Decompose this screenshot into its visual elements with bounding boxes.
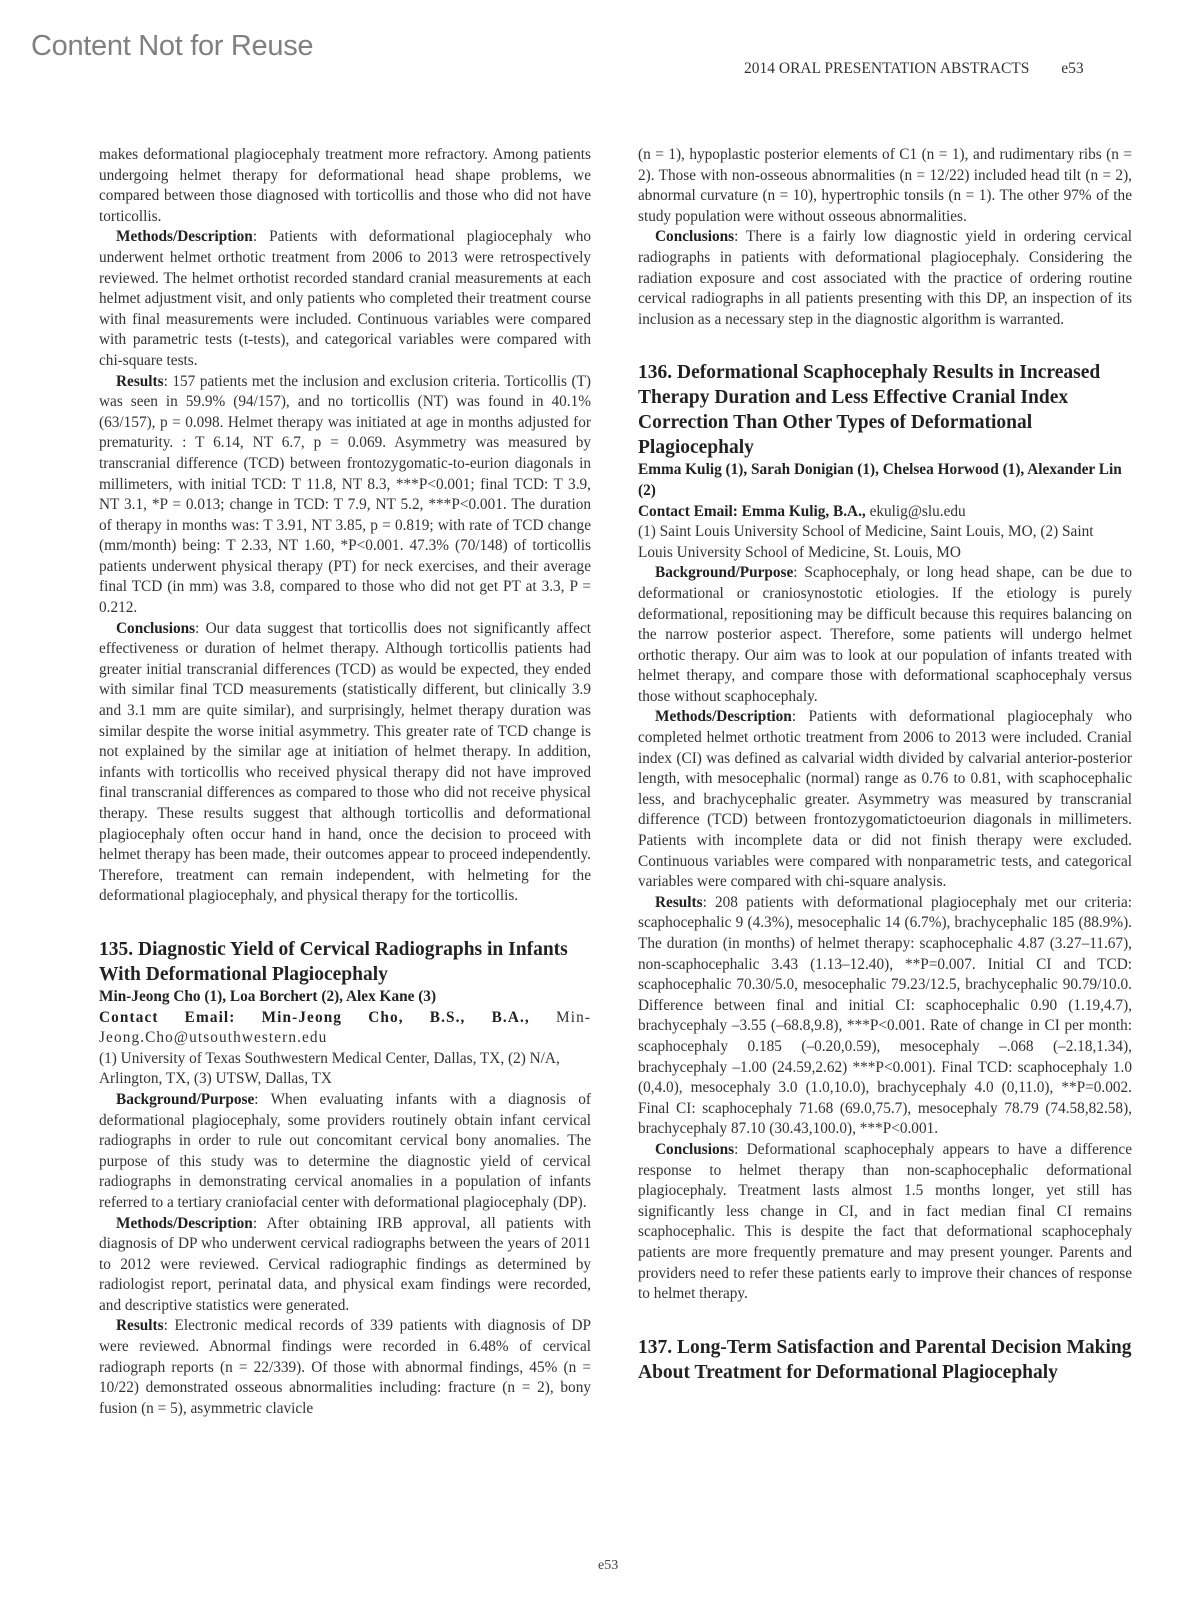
section-text: : Scaphocephaly, or long head shape, can be due to deformational or craniosynostotic etiologies. If the etiology is purely deformational, repositioning may be difficult because this requires balancing on the narrow posterior aspect. Therefore, some patients will undergo helmet orthotic therapy. Our aim was to look at our population of infants treated with helmet therapy, and compare those with deformational scaphocephaly versus those without scaphocephaly.	[638, 564, 1132, 705]
abstract-135-conclusions	[638, 227, 1132, 330]
section-text: : 157 patients met the inclusion and exclusion criteria. Torticollis (T) was seen in 59.9% (94/157), and no torticollis (NT) was found in 40.1% (63/157), p = 0.098. Helmet therapy was initiated at age in months adjusted for prematurity. : T 6.14, NT 6.7, p = 0.069. Asymmetry was measured by transcranial difference (TCD) between frontozygomatic-to-eurion diagonals in millimeters, with initial TCD: T 11.8, NT 8.3, ***P<0.001; final TCD: T 3.9, NT 3.1, *P = 0.013; change in TCD: T 7.9, NT 5.2, ***P<0.001. The duration of therapy in months was: T 3.91, NT 3.85, p = 0.819; with rate of TCD change (mm/month) being: T 2.33, NT 1.60, *P<0.001. 47.3% (70/148) of torticollis patients underwent physical therapy (PT) for neck exercises, and their average final TCD (in mm) was 3.8, compared to those who did not get PT at 3.3, P = 0.212.	[99, 372, 591, 617]
section-label: Conclusions	[655, 228, 735, 246]
journal-section-title: 2014 ORAL PRESENTATION ABSTRACTS	[744, 60, 1030, 77]
abstract-title: 135. Diagnostic Yield of Cervical Radiographs in Infants With Deformational Plagiocephaly	[99, 938, 568, 985]
abstract-135-results	[99, 1316, 591, 1419]
abstract-title: 137. Long-Term Satisfaction and Parental Decision Making About Treatment for Deformational Plagiocephaly	[638, 1336, 1132, 1383]
abstract-authors: Min-Jeong Cho (1), Loa Borchert (2), Alex Kane (3)	[99, 987, 437, 1005]
abstract-134-conclusions	[99, 619, 591, 907]
section-text: : Electronic medical records of 339 patients with diagnosis of DP were reviewed. Abnormal findings were recorded in 6.48% of cervical radiograph reports (n = 22/339). Of those with abnormal findings, 45% (n = 10/22) demonstrated osseous abnormalities including: fracture (n = 2), bony fusion (n = 5), asymmetric clavicle	[99, 1317, 591, 1417]
section-text: : Patients with deformational plagiocephaly who underwent helmet orthotic treatment from 2006 to 2013 were retrospectively reviewed. The helmet orthotist recorded standard cranial measurements at each helmet adjustment visit, and only patients who completed their treatment course with final measurements were included. Continuous variables were compared with parametric tests (t-tests), and categorical variables were compared with chi-square tests.	[99, 228, 591, 369]
abstract-136-results	[638, 893, 1132, 1140]
abstract-134-intro-tail: makes deformational plagiocephaly treatment more refractory. Among patients undergoing helmet therapy for deformational head shape problems, we compared between those diagnosed with torticollis and those who did not have torticollis.	[99, 146, 591, 225]
contact-email	[638, 502, 1132, 523]
section-label: Methods/Description	[116, 1214, 253, 1232]
footer-page-number: e53	[598, 1558, 619, 1573]
section-label: Conclusions	[116, 619, 196, 637]
abstract-136-methods	[638, 707, 1132, 892]
abstract-135-background	[99, 1090, 591, 1214]
section-label: Results	[655, 893, 703, 911]
section-text: : When evaluating infants with a diagnosis of deformational plagiocephaly, some providers routinely obtain infant cervical radiographs in order to rule out concomitant cervical bony anomalies. The purpose of this study was to determine the diagnostic yield of cervical radiographs in demonstrating cervical anomalies in a population of infants referred to a tertiary craniofacial center with deformational plagiocephaly (DP).	[99, 1090, 591, 1211]
abstract-authors: Emma Kulig (1), Sarah Donigian (1), Chelsea Horwood (1), Alexander Lin (2)	[638, 461, 1122, 499]
running-header	[744, 60, 1084, 78]
contact-label: Contact Email: Emma Kulig, B.A.,	[638, 502, 866, 520]
section-text: : Patients with deformational plagiocephaly who completed helmet orthotic treatment from 2006 to 2013 were included. Cranial index (CI) was defined as calvarial width divided by calvarial anterior-posterior length, with mesocephalic (normal) range as 0.76 to 0.81, with scaphocephalic less, and brachycephalic greater. Asymmetry was measured by transcranial difference (TCD) between frontozygomatictoeurion diagonals in millimeters. Patients with incomplete data or did not finish therapy were excluded. Continuous variables were compared with nonparametric tests, and categorical variables were compared with chi-square analysis.	[638, 708, 1132, 891]
email-link[interactable]: ekulig@slu.edu	[865, 502, 966, 520]
section-label: Conclusions	[655, 1140, 735, 1158]
section-label: Methods/Description	[655, 708, 792, 726]
right-column	[638, 145, 1132, 1385]
section-text: : Deformational scaphocephaly appears to have a difference response to helmet therapy than non-scaphocephalic deformational plagiocephaly. Treatment lasts almost 1.5 months longer, yet still has significantly less change in CI, and in fact median final CI remains scaphocephalic. This is despite the fact that deformational scaphocephaly patients are more frequently premature and may present younger. Parents and providers need to refer these patients early to improve their chances of response to helmet therapy.	[638, 1140, 1132, 1303]
abstract-affiliations: (1) University of Texas Southwestern Medical Center, Dallas, TX, (2) N/A, Arlington, TX, (3) UTSW, Dallas, TX	[99, 1049, 560, 1088]
section-text: : 208 patients with deformational plagiocephaly met our criteria: scaphocephalic 9 (4.3%), mesocephalic 14 (6.7%), brachycephalic 185 (88.9%). The duration (in months) of helmet therapy: scaphocephalic 4.87 (3.27–11.67), non-scaphocephalic 3.43 (1.13–12.40), **P=0.007. Initial CI and TCD: scaphocephalic 70.30/5.0, mesocephalic 79.23/12.5, brachycephalic 90.79/10.0. Difference between final and initial CI: scaphocephalic 0.90 (1.19,4.7), brachycephaly –3.55 (–68.8,9.8), ***P<0.001. Rate of change in CI per month: scaphocephaly 0.185 (–0.20,0.59), mesocephaly –.068 (–2.18,1.34), brachycephaly –1.00 (24.59,2.62) ***P<0.001). Final TCD: scaphocephaly 1.0 (0,4.0), mesocephaly 3.0 (1.0,10.0), brachycephaly 4.0 (0,11.0), **P=0.002. Final CI: scaphocephaly 71.68 (69.0,75.7), mesocephaly 78.79 (74.58,82.58), brachycephaly 87.10 (30.43,100.0), ***P<0.001.	[638, 893, 1132, 1138]
abstract-134-methods	[99, 227, 591, 371]
section-label: Background/Purpose	[655, 564, 794, 582]
abstract-135-results-cont: (n = 1), hypoplastic posterior elements of C1 (n = 1), and rudimentary ribs (n = 2). Those with non-osseous abnormalities (n = 12/22) included head tilt (n = 2), abnormal curvature (n = 10), hypertrophic tonsils (n = 1). The other 97% of the study population were without osseous abnormalities.	[638, 146, 1132, 225]
section-label: Results	[116, 372, 164, 390]
abstract-137	[638, 1335, 1132, 1385]
abstract-title: 136. Deformational Scaphocephaly Results in Increased Therapy Duration and Less Effective Cranial Index Correction Than Other Types of Deformational Plagiocephaly	[638, 362, 1101, 459]
email-link[interactable]: Min-Jeong.Cho@utsouthwestern.edu	[99, 1008, 592, 1047]
abstract-134-results	[99, 372, 591, 619]
abstract-136	[638, 360, 1132, 1304]
header-page-number: e53	[1061, 60, 1084, 77]
section-label: Results	[116, 1317, 164, 1335]
abstract-136-background	[638, 563, 1132, 707]
section-text: : Our data suggest that torticollis does not significantly affect effectiveness or duration of helmet therapy. Although torticollis patients had greater initial transcranial differences (TCD) as would be expected, they ended with similar final TCD measurements (statistically different, but clinically 3.9 and 3.1 mm are quite similar), and surprisingly, helmet therapy duration was similar despite the worse initial asymmetry. This greater rate of TCD change is not explained by the similar age at initiation of helmet therapy. In addition, infants with torticollis who received physical therapy did not have improved final transcranial differences as compared to those who did not receive physical therapy. These results suggest that although torticollis and deformational plagiocephaly often occur hand in hand, once the decision to proceed with helmet therapy has been made, their outcomes appear to proceed independently. Therefore, treatment can remain independent, with helmeting for the deformational plagiocephaly, and physical therapy for the torticollis.	[99, 619, 591, 905]
abstract-affiliations: (1) Saint Louis University School of Medicine, Saint Louis, MO, (2) Saint Louis University School of Medicine, St. Louis, MO	[638, 523, 1094, 561]
section-text: : After obtaining IRB approval, all patients with diagnosis of DP who underwent cervical radiographs between the years of 2011 to 2012 were reviewed. Cervical radiographic findings as determined by radiologist report, perinatal data, and physical exam findings were recorded, and descriptive statistics were generated.	[99, 1214, 591, 1314]
contact-label: Contact Email: Min-Jeong Cho, B.S., B.A.,	[99, 1008, 530, 1026]
section-label: Background/Purpose	[116, 1090, 255, 1108]
watermark: Content Not for Reuse	[31, 30, 314, 62]
contact-email	[99, 1008, 591, 1049]
abstract-136-conclusions	[638, 1140, 1132, 1305]
abstract-135	[99, 937, 591, 1419]
abstract-135-methods	[99, 1214, 591, 1317]
section-text: : There is a fairly low diagnostic yield in ordering cervical radiographs in patients with deformational plagiocephaly. Considering the radiation exposure and cost associated with the practice of ordering routine cervical radiographs in all patients presenting with this DP, an inspection of its inclusion as a necessary step in the diagnostic algorithm is warranted.	[638, 228, 1132, 328]
left-column	[99, 145, 591, 1419]
section-label: Methods/Description	[116, 228, 253, 246]
